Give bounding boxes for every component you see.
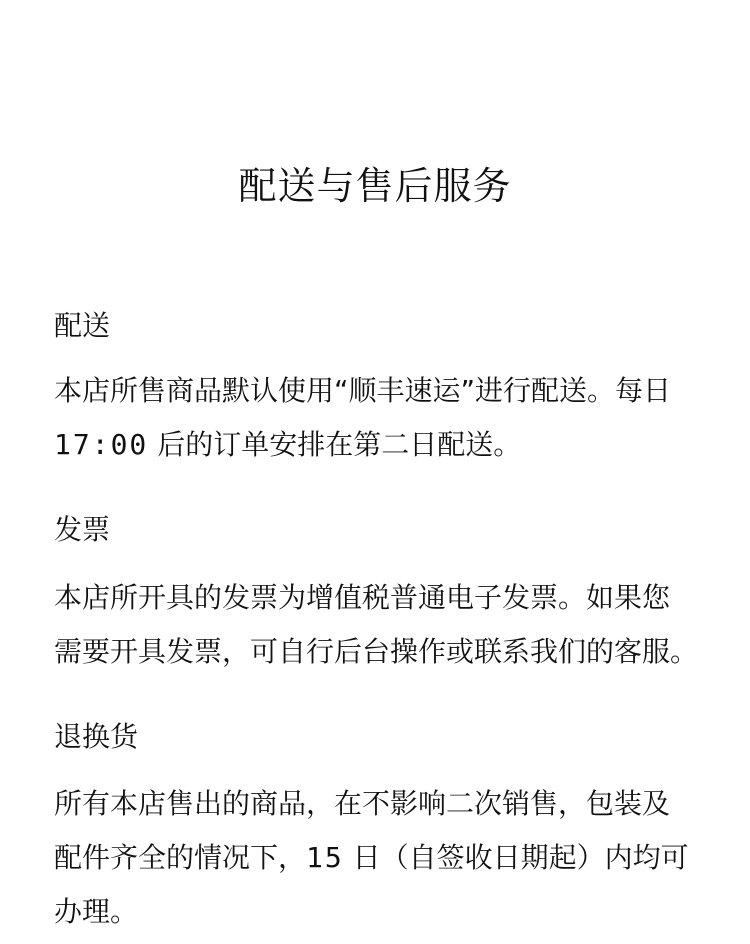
section-heading-delivery: 配送 <box>54 309 111 342</box>
section-heading-returns: 退换货 <box>54 720 139 753</box>
body-line: 所有本店售出的商品，在不影响二次销售，包装及 <box>54 787 671 820</box>
section-heading-invoice: 发票 <box>54 513 111 546</box>
page-title: 配送与售后服务 <box>238 164 512 208</box>
body-line <box>54 831 714 885</box>
body-line: 办理。 <box>54 895 139 928</box>
body-line: 需要开具发票，可自行后台操作或联系我们的客服。 <box>54 635 699 668</box>
section-body-delivery <box>54 364 714 472</box>
section-body-returns <box>54 777 714 939</box>
body-line <box>54 418 714 472</box>
body-line: 本店所售商品默认使用“顺丰速运”进行配送。每日 <box>54 374 672 407</box>
body-text: 配件齐全的情况下， <box>54 841 307 874</box>
cutoff-time: 17:00 <box>54 428 149 461</box>
body-line: 本店所开具的发票为增值税普通电子发票。如果您 <box>54 581 671 614</box>
body-text: 日（自签收日期起）内均可 <box>343 841 689 874</box>
return-days: 15 <box>306 841 344 874</box>
section-body-invoice <box>54 571 714 679</box>
body-text: 后的订单安排在第二日配送。 <box>148 428 522 461</box>
